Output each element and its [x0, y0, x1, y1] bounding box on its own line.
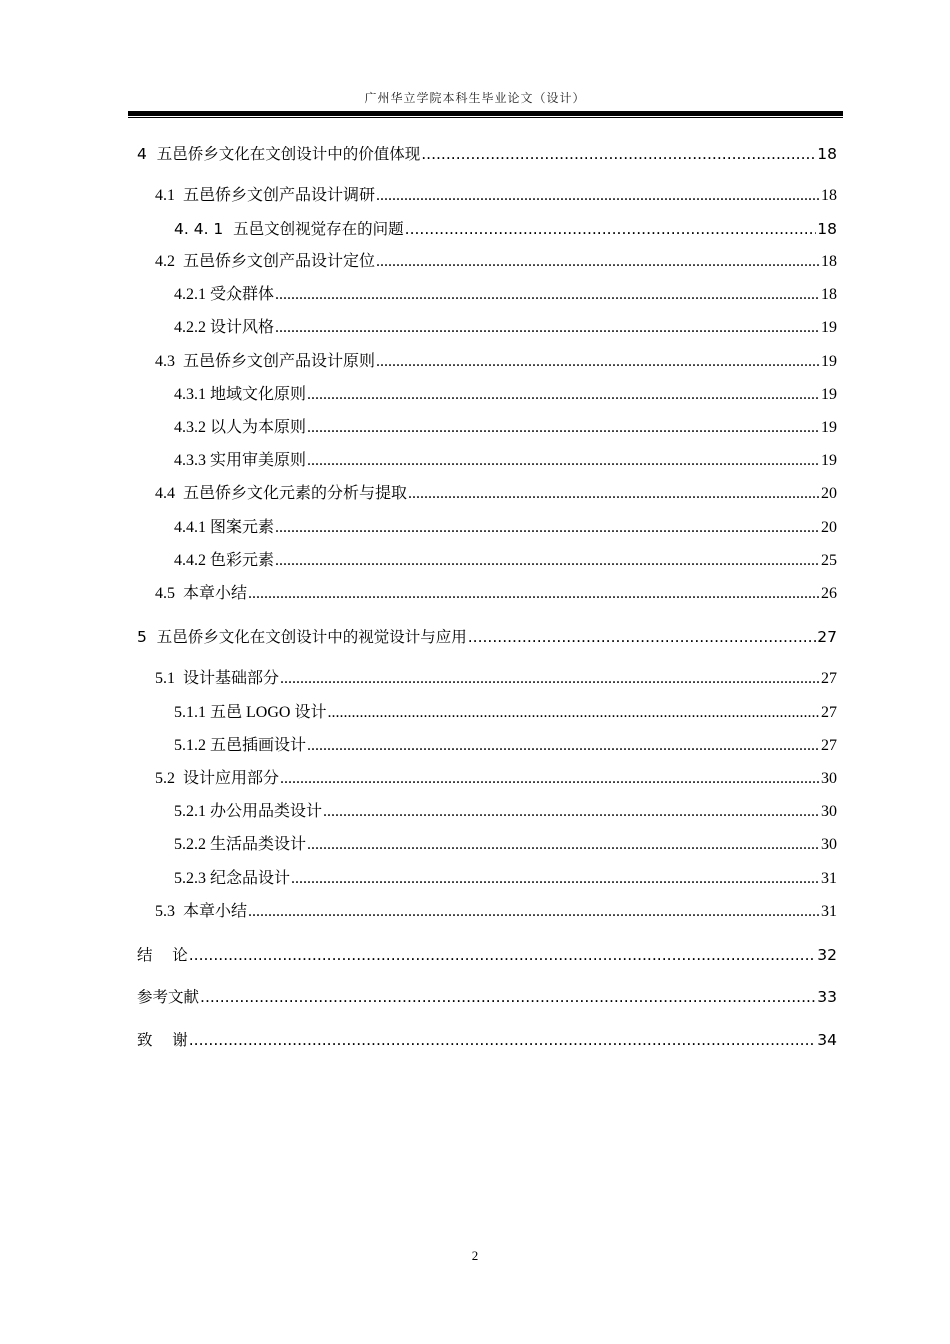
toc-entry-label: 4.2.1 受众群体 — [174, 286, 275, 303]
toc-entry-page: 31 — [821, 903, 837, 920]
toc-entry-label: 4.3.1 地域文化原则 — [174, 386, 307, 403]
toc-entry-page: 27 — [817, 628, 837, 646]
toc-leader-dots — [275, 316, 820, 340]
toc-entry[interactable] — [137, 625, 837, 649]
toc-entry-page: 18 — [821, 187, 837, 204]
toc-entry-label: 5 五邑侨乡文化在文创设计中的视觉设计与应用 — [137, 628, 467, 646]
toc-entry-label: 5.2.2 生活品类设计 — [174, 836, 307, 853]
toc-entry-label: 4.4.2 色彩元素 — [174, 552, 275, 569]
toc-entry-page: 27 — [821, 670, 837, 687]
toc-entry-page: 19 — [821, 319, 837, 336]
toc-leader-dots — [408, 482, 820, 506]
toc-entry[interactable] — [137, 800, 837, 824]
toc-entry[interactable] — [137, 1028, 837, 1052]
toc-entry-page: 33 — [817, 988, 837, 1006]
toc-entry-page: 19 — [821, 353, 837, 370]
toc-entry-label: 4.5 本章小结 — [155, 585, 248, 602]
toc-entry-label: 致 谢 — [137, 1031, 188, 1049]
toc-entry-label: 5.1.2 五邑插画设计 — [174, 737, 307, 754]
toc-entry-label: 4.1 五邑侨乡文创产品设计调研 — [155, 187, 376, 204]
toc-entry-label: 5.1 设计基础部分 — [155, 670, 280, 687]
header-rule-thick — [128, 111, 843, 116]
toc-entry-page: 25 — [821, 552, 837, 569]
toc-entry-page: 30 — [821, 770, 837, 787]
toc-entry[interactable] — [137, 943, 837, 967]
toc-entry[interactable] — [137, 217, 837, 241]
toc-entry-label: 4.4 五邑侨乡文化元素的分析与提取 — [155, 485, 408, 502]
toc-entry[interactable] — [137, 184, 837, 208]
toc-entry-label: 5.2.3 纪念品设计 — [174, 870, 291, 887]
toc-entry-label: 4 五邑侨乡文化在文创设计中的价值体现 — [137, 145, 421, 163]
toc-entry-label: 5.2 设计应用部分 — [155, 770, 280, 787]
toc-leader-dots — [421, 142, 816, 166]
toc-leader-dots — [248, 582, 820, 606]
toc-entry-page: 30 — [821, 836, 837, 853]
running-header: 广州华立学院本科生毕业论文（设计） — [364, 91, 586, 105]
toc-leader-dots — [376, 250, 820, 274]
toc-leader-dots — [468, 625, 817, 649]
toc-entry[interactable] — [137, 549, 837, 573]
toc-entry-label: 结 论 — [137, 946, 188, 964]
toc-entry[interactable] — [137, 283, 837, 307]
toc-entry-label: 4.4.1 图案元素 — [174, 519, 275, 536]
toc-entry[interactable] — [137, 316, 837, 340]
toc-entry-page: 27 — [821, 737, 837, 754]
toc-leader-dots — [307, 833, 820, 857]
toc-entry-page: 31 — [821, 870, 837, 887]
toc-entry-page: 32 — [817, 946, 837, 964]
toc-entry[interactable] — [137, 833, 837, 857]
toc-leader-dots — [291, 867, 820, 891]
toc-leader-dots — [189, 943, 817, 967]
toc-entry[interactable] — [137, 667, 837, 691]
toc-leader-dots — [280, 767, 820, 791]
header-rule-thin — [128, 117, 843, 118]
toc-entry[interactable] — [137, 701, 837, 725]
toc-entry-label: 4.2.2 设计风格 — [174, 319, 275, 336]
toc-entry[interactable] — [137, 516, 837, 540]
toc-entry-page: 27 — [821, 704, 837, 721]
toc-leader-dots — [307, 449, 820, 473]
toc-entry-label: 4.3.3 实用审美原则 — [174, 452, 307, 469]
toc-entry-page: 18 — [821, 286, 837, 303]
toc-entry[interactable] — [137, 985, 837, 1009]
toc-entry[interactable] — [137, 250, 837, 274]
toc-leader-dots — [307, 734, 820, 758]
toc-entry-page: 30 — [821, 803, 837, 820]
toc-entry-label: 4.3.2 以人为本原则 — [174, 419, 307, 436]
toc-entry[interactable] — [137, 867, 837, 891]
toc-leader-dots — [376, 184, 820, 208]
toc-leader-dots — [275, 283, 820, 307]
toc-entry-label: 5.3 本章小结 — [155, 903, 248, 920]
toc-leader-dots — [327, 701, 820, 725]
toc-entry[interactable] — [137, 449, 837, 473]
toc-leader-dots — [323, 800, 820, 824]
toc-entry-page: 18 — [821, 253, 837, 270]
toc-entry-page: 18 — [817, 220, 837, 238]
toc-entry-page: 34 — [817, 1031, 837, 1049]
toc-leader-dots — [275, 549, 820, 573]
toc-leader-dots — [405, 217, 817, 241]
toc-entry-page: 26 — [821, 585, 837, 602]
toc-leader-dots — [248, 900, 820, 924]
toc-entry-page: 18 — [817, 145, 837, 163]
toc-entry[interactable] — [137, 350, 837, 374]
toc-entry-label: 参考文献 — [137, 988, 200, 1006]
toc-entry-page: 19 — [821, 386, 837, 403]
toc-entry-page: 19 — [821, 452, 837, 469]
toc-entry-page: 20 — [821, 485, 837, 502]
page-number: 2 — [471, 1248, 479, 1263]
toc-entry-page: 19 — [821, 419, 837, 436]
toc-entry[interactable] — [137, 482, 837, 506]
toc-entry-label: 5.2.1 办公用品类设计 — [174, 803, 323, 820]
toc-entry[interactable] — [137, 383, 837, 407]
toc-entry[interactable] — [137, 900, 837, 924]
toc-entry[interactable] — [137, 767, 837, 791]
toc-leader-dots — [200, 985, 816, 1009]
toc-leader-dots — [280, 667, 820, 691]
toc-entry[interactable] — [137, 582, 837, 606]
toc-entry-label: 4.3 五邑侨乡文创产品设计原则 — [155, 353, 376, 370]
toc-leader-dots — [189, 1028, 817, 1052]
toc-entry-page: 20 — [821, 519, 837, 536]
toc-entry-label: 4.2 五邑侨乡文创产品设计定位 — [155, 253, 376, 270]
toc-entry[interactable] — [137, 416, 837, 440]
toc-entry-label: 5.1.1 五邑 LOGO 设计 — [174, 704, 327, 721]
toc-entry[interactable] — [137, 734, 837, 758]
toc-leader-dots — [307, 383, 820, 407]
toc-leader-dots — [376, 350, 820, 374]
toc-entry-label: 4. 4. 1 五邑文创视觉存在的问题 — [174, 220, 404, 238]
toc-leader-dots — [307, 416, 820, 440]
toc-entry[interactable] — [137, 142, 837, 166]
toc-leader-dots — [275, 516, 820, 540]
